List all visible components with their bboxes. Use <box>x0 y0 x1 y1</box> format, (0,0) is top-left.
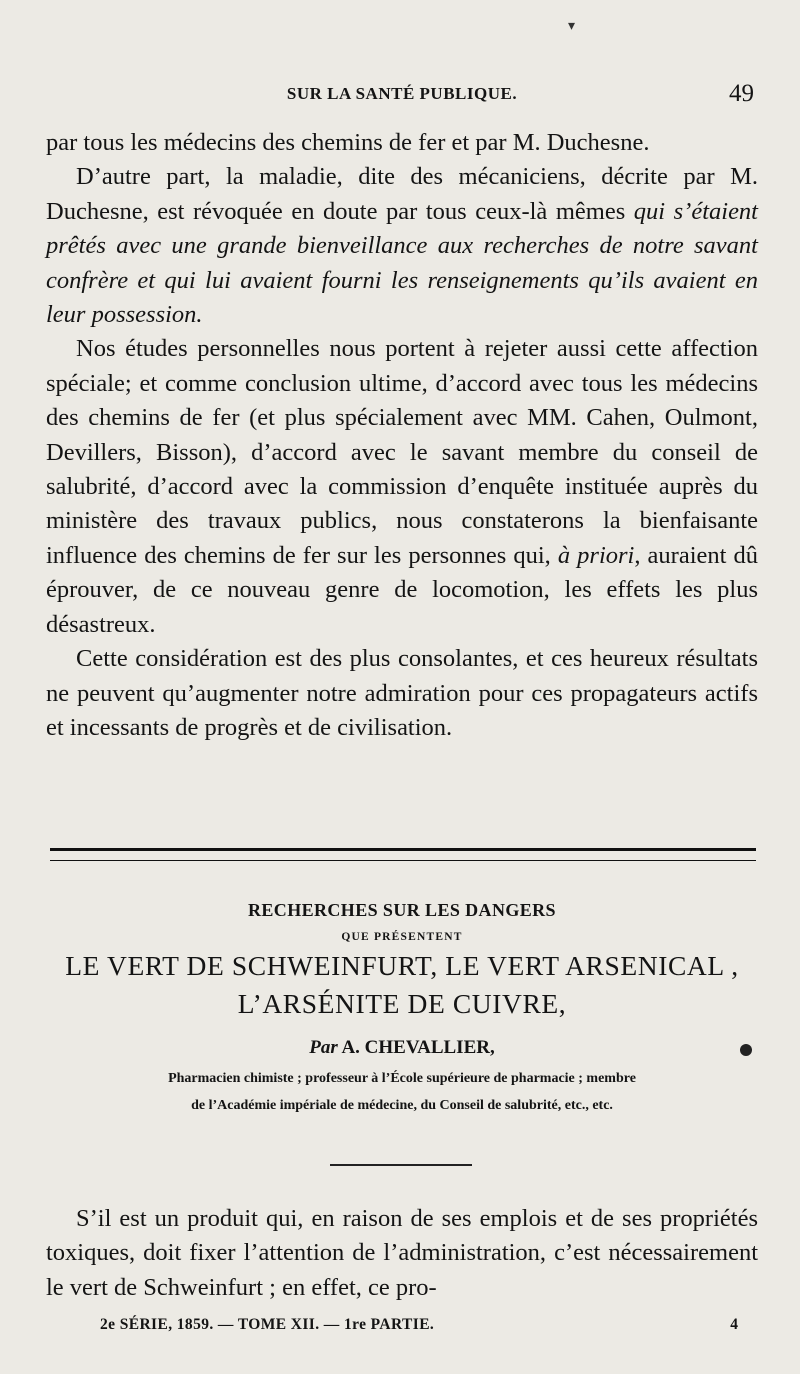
paragraph-text: Nos études personnelles nous portent à rejeter aussi cette affection spéciale; et comme conclusion ultime, d’accord avec tous les médecins des chemins de fer (et plus spécialement avec MM. Cahen, Oulmont, Devillers, Bisson), d’accord avec le savant membre du conseil de salubrité, d’accord avec la commission d’enquête instituée auprès du ministère des travaux publics, nous constaterons la bienfaisante influence des chemins de fer sur les personnes qui, <box>46 335 758 569</box>
author-prefix: Par <box>309 1037 338 1058</box>
running-header <box>46 80 758 108</box>
article-heading <box>46 896 758 1116</box>
short-divider <box>330 1164 472 1166</box>
running-title: SUR LA SANTÉ PUBLIQUE. <box>286 84 518 103</box>
author-line <box>46 1034 758 1062</box>
article-kicker: RECHERCHES SUR LES DANGERS <box>248 900 556 920</box>
article-intro <box>46 1202 758 1305</box>
series-line: 2e SÉRIE, 1859. — TOME XII. — 1re PARTIE. <box>100 1316 435 1333</box>
page-number: 49 <box>729 80 754 107</box>
printer-mark: ▾ <box>568 18 576 34</box>
paragraph-maladie <box>46 160 758 332</box>
author-affiliation-line-1: Pharmacien chimiste ; professeur à l’École supérieure de pharmacie ; membre <box>168 1071 636 1086</box>
page-footer <box>100 1316 754 1338</box>
paragraph-conclusion <box>46 332 758 642</box>
author-name: A. CHEVALLIER, <box>341 1037 495 1058</box>
paragraph-continuation: par tous les médecins des chemins de fer et par M. Duchesne. <box>46 129 650 156</box>
article-title-line-1: LE VERT DE SCHWEINFURT, LE VERT ARSENICAL , <box>65 950 739 981</box>
section-divider <box>50 848 756 861</box>
italic-passage: qui s’étaient prêtés avec une grande bienveillance aux recherches de notre savant confrère et qui lui avaient fourni les renseignements qu’ils avaient en leur possession. <box>46 197 758 329</box>
body-text <box>46 126 758 745</box>
signature-mark: 4 <box>730 1316 738 1333</box>
paragraph-consideration: Cette considération est des plus consolantes, et ces heureux résultats ne peuvent qu’augmenter notre admiration pour ces propagateurs actifs et incessants de progrès et de civilisation. <box>46 645 758 741</box>
paragraph-text: , auraient dû éprouver, de ce nouveau genre de locomotion, les effets les plus désastreux. <box>46 541 758 638</box>
paragraph-text: D’autre part, la maladie, dite des mécaniciens, décrite par M. Duchesne, est révoquée en doute par tous ceux-là mêmes <box>46 163 758 225</box>
article-title-line-2: L’ARSÉNITE DE CUIVRE, <box>237 988 567 1019</box>
article-subkicker: QUE PRÉSENTENT <box>341 931 463 943</box>
intro-paragraph: S’il est un produit qui, en raison de ses emplois et de ses propriétés toxiques, doit fixer l’attention de l’administration, c’est nécessairement le vert de Schweinfurt ; en effet, ce pro- <box>46 1205 758 1301</box>
author-affiliation-line-2: de l’Académie impériale de médecine, du Conseil de salubrité, etc., etc. <box>191 1098 613 1113</box>
italic-term: à priori <box>557 541 635 569</box>
